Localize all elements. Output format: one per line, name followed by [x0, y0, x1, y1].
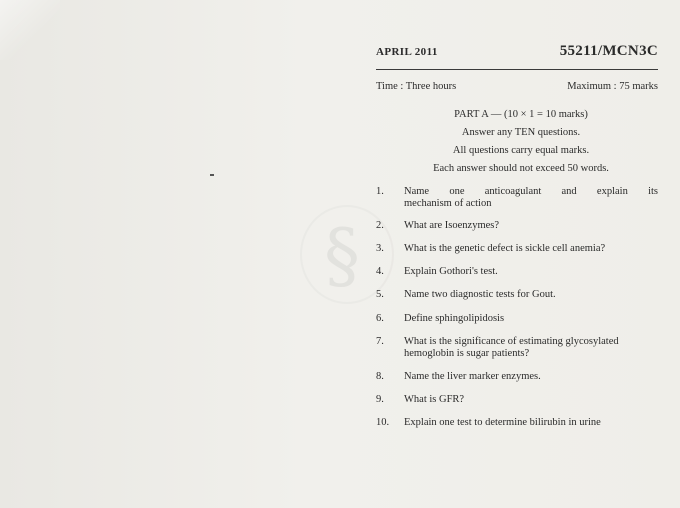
instruction-word-limit: Each answer should not exceed 50 words. [433, 163, 609, 174]
exam-header [376, 40, 658, 62]
question-text: Name the liver marker enzymes. [404, 371, 541, 382]
question-number: 1. [376, 186, 384, 197]
question-number: 3. [376, 243, 384, 254]
question-text: Name one anticoagulant and explain its [404, 186, 658, 197]
question-number: 5. [376, 289, 384, 300]
instruction-equal-marks: All questions carry equal marks. [452, 145, 590, 156]
time-marks-row [376, 81, 658, 92]
question-item [376, 371, 658, 383]
question-item [376, 266, 658, 278]
question-item [376, 417, 658, 429]
scan-speck [210, 174, 214, 176]
question-number: 2. [376, 220, 384, 231]
question-item [376, 243, 658, 255]
question-item [376, 186, 658, 210]
maximum-marks: Maximum : 75 marks [567, 81, 658, 92]
question-text: What is GFR? [404, 394, 465, 405]
question-text: Name two diagnostic tests for Gout. [404, 289, 556, 300]
question-item [376, 313, 658, 325]
question-text: Define sphingolipidosis [404, 313, 505, 324]
header-divider [376, 69, 658, 70]
question-item [376, 336, 658, 360]
question-item [376, 394, 658, 406]
question-text-continued: mechanism of action [404, 198, 492, 209]
part-a-instructions [384, 106, 658, 178]
question-number: 9. [376, 394, 384, 405]
question-number: 10. [376, 417, 390, 428]
question-text: What are Isoenzymes? [404, 220, 500, 231]
exam-content [376, 40, 658, 429]
question-text: Explain Gothori's test. [404, 266, 498, 277]
part-a-title: PART A — (10 × 1 = 10 marks) [454, 109, 588, 120]
question-number: 7. [376, 336, 384, 347]
paper-fold-shadow [0, 0, 60, 60]
time-allowed: Time : Three hours [376, 81, 457, 92]
question-item [376, 220, 658, 232]
paper-code: 55211/MCN3C [559, 43, 658, 59]
question-number: 8. [376, 371, 384, 382]
exam-month: APRIL 2011 [376, 46, 438, 58]
question-text: What is the genetic defect is sickle cell anemia? [404, 243, 606, 254]
question-item [376, 289, 658, 301]
question-text: Explain one test to determine bilirubin in urine [404, 417, 601, 428]
question-number: 4. [376, 266, 384, 277]
question-number: 6. [376, 313, 384, 324]
watermark-seal: § [300, 205, 394, 304]
question-list [376, 186, 658, 429]
instruction-answer-ten: Answer any TEN questions. [461, 127, 581, 138]
question-text: What is the significance of estimating glycosylated [404, 336, 619, 347]
question-text-continued: hemoglobin is sugar patients? [404, 348, 530, 359]
